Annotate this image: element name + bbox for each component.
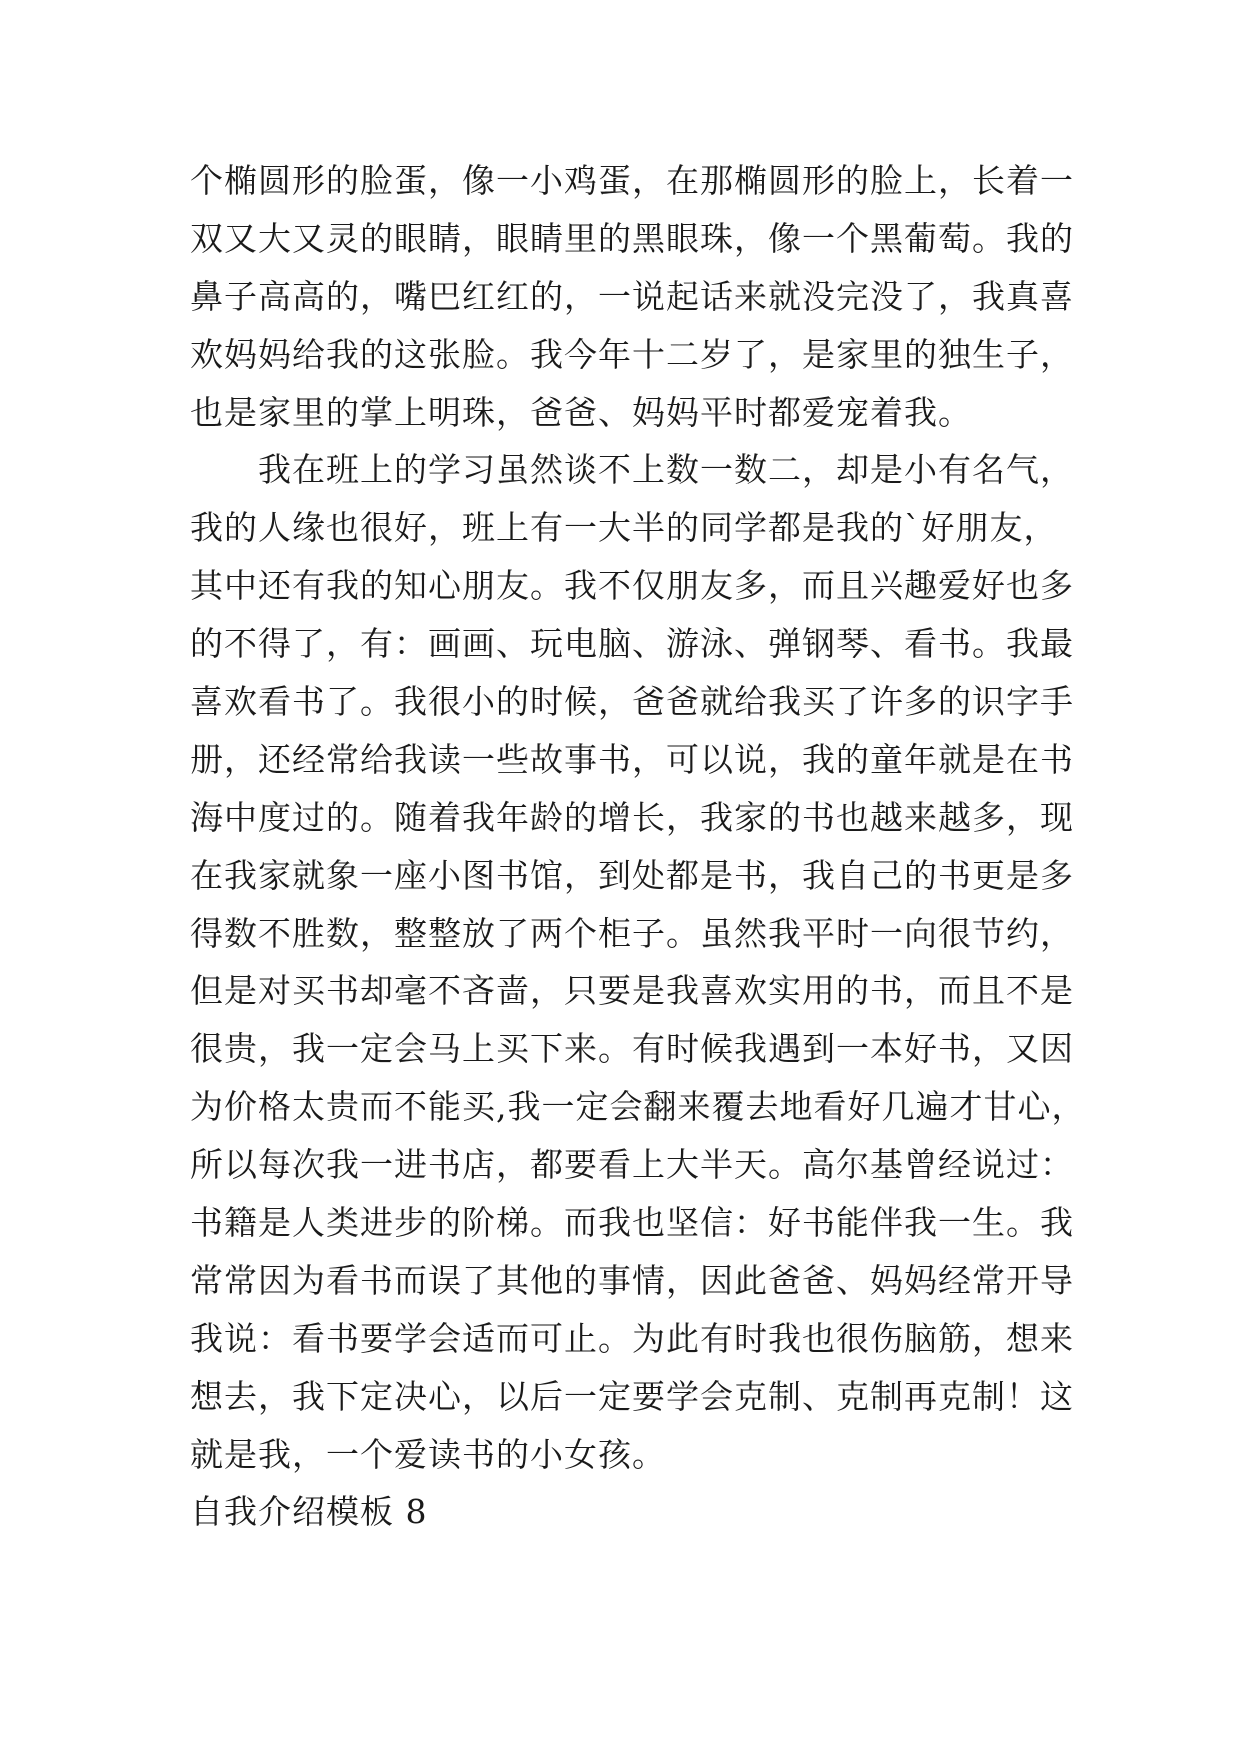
text-line: 所以每次我一进书店，都要看上大半天。高尔基曾经说过： bbox=[190, 1145, 1074, 1185]
text-line: 欢妈妈给我的这张脸。我今年十二岁了，是家里的独生子， bbox=[190, 334, 1074, 374]
text-line: 鼻子高高的，嘴巴红红的，一说起话来就没完没了，我真喜 bbox=[190, 276, 1074, 316]
text-line: 很贵，我一定会马上买下来。有时候我遇到一本好书，又因 bbox=[190, 1029, 1074, 1069]
text-line: 常常因为看书而误了其他的事情，因此爸爸、妈妈经常开导 bbox=[190, 1260, 1074, 1300]
text-line: 书籍是人类进步的阶梯。而我也坚信：好书能伴我一生。我 bbox=[190, 1203, 1074, 1243]
text-line: 我说：看书要学会适而可止。为此有时我也很伤脑筋，想来 bbox=[190, 1318, 1074, 1358]
text-line: 自我介绍模板 8 bbox=[190, 1492, 428, 1532]
text-line: 我在班上的学习虽然谈不上数一数二，却是小有名气， bbox=[258, 450, 1074, 490]
text-line: 个椭圆形的脸蛋，像一小鸡蛋，在那椭圆形的脸上，长着一 bbox=[190, 161, 1074, 200]
document-body bbox=[190, 152, 1086, 1541]
text-line: 想去，我下定决心，以后一定要学会克制、克制再克制！这 bbox=[190, 1376, 1074, 1416]
paragraph bbox=[190, 441, 1086, 1483]
text-line: 就是我，一个爱读书的小女孩。 bbox=[190, 1434, 666, 1474]
text-line: 也是家里的掌上明珠，爸爸、妈妈平时都爱宠着我。 bbox=[190, 392, 972, 432]
text-line: 我的人缘也很好，班上有一大半的同学都是我的`好朋友， bbox=[190, 508, 1058, 548]
text-line: 为价格太贵而不能买,我一定会翻来覆去地看好几遍才甘心， bbox=[190, 1087, 1086, 1127]
text-line: 海中度过的。随着我年龄的增长，我家的书也越来越多，现 bbox=[190, 797, 1074, 837]
text-line: 的不得了，有：画画、玩电脑、游泳、弹钢琴、看书。我最 bbox=[190, 624, 1074, 664]
text-line: 在我家就象一座小图书馆，到处都是书，我自己的书更是多 bbox=[190, 855, 1074, 895]
paragraph bbox=[190, 152, 1074, 441]
text-line: 喜欢看书了。我很小的时候，爸爸就给我买了许多的识字手 bbox=[190, 682, 1074, 722]
section-heading bbox=[190, 1483, 1070, 1541]
text-line: 其中还有我的知心朋友。我不仅朋友多，而且兴趣爱好也多 bbox=[190, 566, 1074, 606]
text-line: 册，还经常给我读一些故事书，可以说，我的童年就是在书 bbox=[190, 739, 1074, 779]
text-line: 得数不胜数，整整放了两个柜子。虽然我平时一向很节约， bbox=[190, 913, 1074, 953]
text-line: 但是对买书却毫不吝啬，只要是我喜欢实用的书，而且不是 bbox=[190, 971, 1074, 1011]
text-line: 双又大又灵的眼睛，眼睛里的黑眼珠，像一个黑葡萄。我的 bbox=[190, 218, 1074, 258]
